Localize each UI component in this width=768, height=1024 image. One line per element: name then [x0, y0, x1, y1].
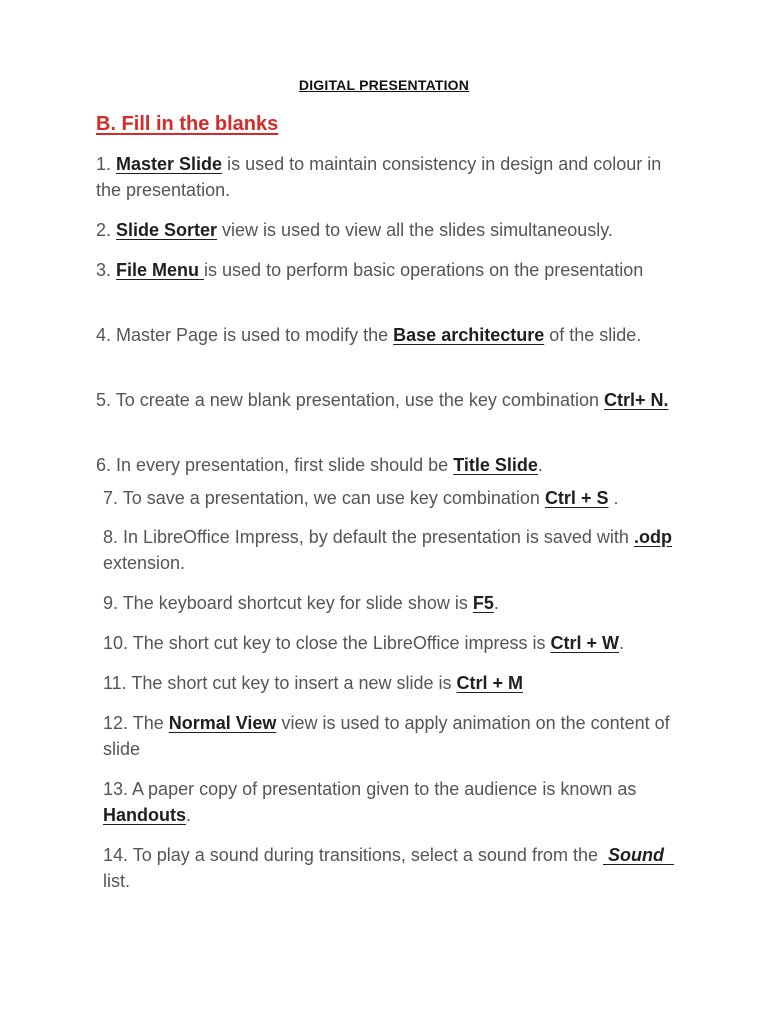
blank-item-4	[96, 322, 686, 348]
blank-item-7	[103, 485, 693, 511]
item-text-after: view is used to view all the slides simultaneously.	[217, 220, 613, 240]
item-text-before: 4. Master Page is used to modify the	[96, 325, 394, 345]
blank-item-8	[103, 524, 693, 576]
item-answer: Base architecture	[393, 325, 545, 345]
item-answer: Title Slide	[453, 455, 538, 475]
item-text-after: of the slide.	[544, 325, 642, 345]
item-answer: F5	[472, 593, 494, 613]
blank-item-1	[96, 151, 686, 203]
item-answer: Normal View	[168, 713, 277, 733]
blank-item-5	[96, 387, 686, 413]
item-answer: Ctrl + S	[544, 488, 609, 508]
item-answer: Handouts	[103, 805, 186, 825]
item-answer: Ctrl + W	[550, 633, 620, 653]
item-text-before: 13. A paper copy of presentation given to the audience is known as	[103, 779, 637, 799]
blank-item-11	[103, 670, 693, 696]
item-answer: Slide Sorter	[116, 220, 218, 240]
blank-item-2	[96, 217, 686, 243]
item-answer: Ctrl+ N.	[603, 390, 669, 410]
item-text-before: 8. In LibreOffice Impress, by default the presentation is saved with	[103, 527, 634, 547]
item-text-before: 6. In every presentation, first slide should be	[96, 455, 454, 475]
item-text-before: 14. To play a sound during transitions, select a sound from the	[103, 845, 603, 865]
blank-item-14	[103, 842, 693, 894]
item-answer: Ctrl + M	[456, 673, 524, 693]
item-text-after: .	[493, 593, 499, 613]
item-text-after: extension.	[103, 553, 186, 573]
item-text-before: 12. The	[103, 713, 169, 733]
item-text-before: 10. The short cut key to close the LibreOffice impress is	[103, 633, 551, 653]
section-heading: B. Fill in the blanks	[96, 113, 279, 135]
item-text-after: is used to perform basic operations on the presentation	[204, 260, 644, 280]
item-text-after: .	[619, 633, 625, 653]
item-text-after: .	[186, 805, 192, 825]
item-text-after: view is used to apply animation on the content of slide	[103, 713, 670, 759]
item-text-after: .	[608, 488, 619, 508]
document-title: DIGITAL PRESENTATION	[298, 77, 470, 93]
item-text-before: 3.	[96, 260, 117, 280]
item-text-after: .	[537, 455, 543, 475]
blank-item-3	[96, 257, 686, 283]
item-answer: Master Slide	[116, 154, 223, 174]
item-text-before: 7. To save a presentation, we can use key combination	[103, 488, 545, 508]
blank-item-12	[103, 710, 693, 762]
item-answer: File Menu	[116, 260, 205, 280]
blank-item-10	[103, 630, 693, 656]
blank-item-9	[103, 590, 693, 616]
item-text-before: 9. The keyboard shortcut key for slide show is	[103, 593, 473, 613]
item-text-after: list.	[103, 871, 130, 891]
blank-item-13	[103, 776, 693, 828]
item-answer: Sound	[602, 845, 674, 865]
item-text-after: is used to maintain consistency in design and colour in the presentation.	[96, 154, 662, 200]
item-answer: .odp	[633, 527, 672, 547]
item-text-before: 5. To create a new blank presentation, use the key combination	[96, 390, 604, 410]
blank-item-6	[96, 452, 686, 478]
item-text-before: 1.	[96, 154, 117, 174]
item-text-before: 11. The short cut key to insert a new slide is	[103, 673, 457, 693]
item-text-before: 2.	[96, 220, 117, 240]
